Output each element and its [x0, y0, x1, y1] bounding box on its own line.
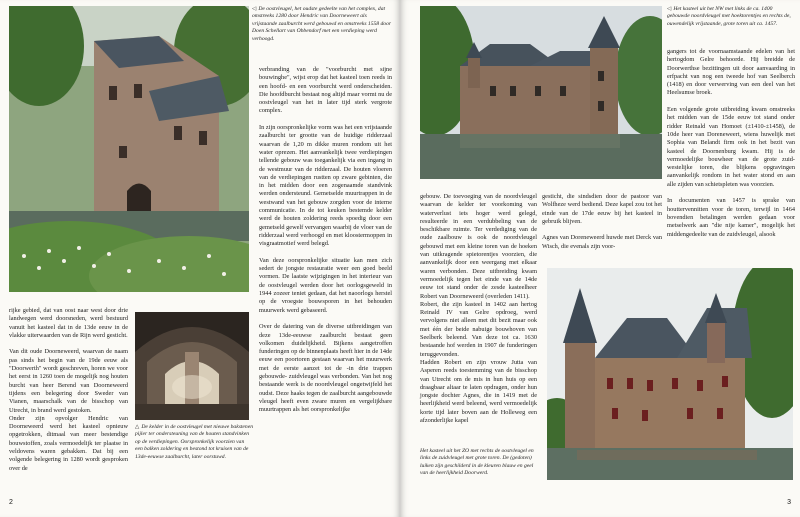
page-number-left: 2: [9, 499, 13, 506]
caption-pointer-icon: △: [135, 424, 140, 430]
paragraph: Een volgende grote uitbreiding kwam omstreeks het midden van de 15de eeuw tot stand onder ridder Reinald van Homoet (±1410-±1458), de 10de heer van Doreneweert, wiens huwelijk met Sophia van Belandt firm ook in het bezit van kasteel de Doornenburg kwam. Hij is de vermoedelijke bouwheer van de grote zuid-westelijke toren, die blijkens opgravingen aanvankelijk rondom in het water stond en aan alle zijden van schietspleten was voorzien.: [667, 106, 795, 188]
paragraph: In zijn oorspronkelijke vorm was het een vrijstaande zaalburcht ter grootte van de huidige ridderzaal waarvan de 1,20 m dikke muren rondom uit het water oprezen. Het aanvankelijk twee verdiepingen tellende gebouw was toegankelijk via een ingang in de westmuur van de ridderzaal. De houten vloeren van de verdiepingen rustten op zware gebinten, die in het midden door een zogenaamde standvink werden ondersteund. Gemetselde muurtrappen in de westwand van het gebouw zorgden voor de interne communicatie. In de tot keuken bestemde kelder werd de houten zoldering reeds spoedig door een gemetseld gewelf vervangen waarbij de vloer van de ridderzaal werd verhoogd en met kloostermoppen in visgraatmotief werd belegd.: [259, 124, 392, 248]
cellar-photo: [135, 312, 249, 420]
caption-southeast: Het kasteel uit het ZO met rechts de oostvleugel en links de zuidvleugel met grote toren. De (gedoten) luiken zijn geschilderd in de kleuren blauw en geel van de heerlijkheid Doorwerd.: [420, 448, 534, 477]
paragraph: Van dit oude Doorneweerd, waarvan de naam pas sinds het begin van de 19de eeuw als "Doorwerth" wordt geschreven, horen we voor het eerst in 1260 toen de mogelijk nog houten burcht van heer Berend van Doorneweerd tijdens een belegering door Sweder van Vianen, maarschalk van de bisschop van Utrecht, in brand werd gestoken.: [9, 348, 128, 414]
paragraph: verbranding van de "voorburcht met sijne bouwinghe", wijst erop dat het kasteel toen reeds in een hoofd- en een voorburcht werd onderscheiden. Die hoofdburcht bestaat nog altijd maar vormt nu de oostvleugel van het in later tijd sterk vergrote complex.: [259, 66, 392, 115]
text-column-e: [667, 48, 795, 247]
paragraph: rijke gebied, dat van oost naar west door drie landwegen werd doorsneden, werd bestuurd vanuit het kasteel dat in de 13de eeuw in de vlakke uiterwaarden van de Rijn werd gesticht.: [9, 307, 128, 339]
castle-east-wing-photo: [9, 6, 249, 292]
paragraph: gesticht, die sindsdien door de pastoor van Wolfheze werd bediend. Deze kapel zou tot het einde van de 17de eeuw bij het kasteel in gebruik blijven.: [542, 193, 662, 225]
caption-northwest: ◁ Het kasteel uit het NW met links de ca. 1400 gebouwde noordvleugel met hoektorentjes en rechts de, ouwendelijk vrijstaande, grote toren uit ca. 1457.: [667, 6, 791, 27]
paragraph: gebouw. De toevoeging van de noordvleugel waarvan de kelder ter voorkoming van waterverlust iets hoger werd gelegd, resulteerde in een verdubbeling van de beschikbare ruimte. Ter verdediging van de oude zaalbouw is ook de noordvleugel gebouwd met een kleine toren van de hoeken van uitkragende spietorentjes voorzien, die aanvankelijk door een weergang met elkaar waren verbonden. Deze uitbreiding kwam vermoedelijk tegen het einde van de 14de eeuw tot stand onder de zesde kasteelheer Robert van Doorneweerd (overleden 1411).: [420, 193, 537, 300]
paragraph: Hadden Robert en zijn vrouw Jutta van Asperen reeds toestemming van de bisschop van Utrecht om de mis in hun huis op een draagbaar altaar te laten opdragen, onder hun jongste dochter Agnes, die in 1419 met de heerlijkheid werd beleend, werd vermoedelijk korte tijd later boven aan de Holleweg een afzonderlijke kapel: [420, 358, 537, 425]
caption-pointer-icon: ◁: [667, 6, 672, 12]
paragraph: Over de datering van de diverse uitbreidingen van deze 13de-eeuwse zaalburcht bestaat geen volkomen duidelijkheid. Bijkens aangetroffen funderingen op de binnenplaats heeft hier in de 14de eeuw een poortoren gestaan waarvan het muurwerk met de eerste aanzet tot de -in drie trappen gebouwde- zuidvleugel was verbonden. Van het nog bestaande werk is de noordvleugel ongetwijfeld het oudst. Deze haaks tegen de zaalburcht aangebouwde vleugel heeft even zware muren en vergelijkbare muurtrappen als het oorspronkelijke: [259, 323, 392, 414]
paragraph: Agnes van Doreneweerd huwde met Derck van Wisch, die evenals zijn voor-: [542, 234, 662, 250]
text-column-c: [420, 193, 537, 434]
paragraph: In documenten van 1457 is sprake van houttervennitten voor de toren, terwijl in 1464 bovendien betalingen werden gedaan voor metselwerk aan "die nije kamer", mogelijk het middengedeelte van de zuidvleugel, alsook: [667, 197, 795, 238]
text-column-d: [542, 193, 662, 259]
castle-northwest-photo: [420, 6, 662, 179]
paragraph: Robert, die zijn kasteel in 1402 aan hertog Reinald IV van Gelre opdroeg, werd vervolgens niet alleen met dit bezit maar ook met één der beide nabuige bouwhoven van Seelberk beleend. Van deze tot ca. 1630 bestaande hof werden in 1907 de funderingen teruggevonden.: [420, 300, 537, 358]
paragraph: Onder zijn opvolger Hendric van Doorneweerd werd het kasteel opnieuw opgetrokken, ditmaal van meer bestendige bouwstoffen, zoals vermoedelijk ter plaatse in veldovens waren gebakken. Dat bij een volgende belegering in 1280 wordt gesproken over de: [9, 414, 128, 472]
paragraph: Van deze oorspronkelijke situatie kan men zich sedert de jongste restauratie weer een goed beeld vormen. De laatste wijzigingen in het interieur van de oostvleugel werden door het oorlogsgeweld in 1944 zozeer teniet gedaan, dat het naoorlogs herstel op de vroegste bouwsporen in het behouden muurwerk werd gebaseerd.: [259, 256, 392, 314]
right-page: [400, 0, 800, 517]
paragraph: gangers tot de voornaamstaande edelen van het hertogdom Gelre behoorde. Hij breidde de Doorwerthse bezittingen uit door aanvaarding in erfpacht van nog een tweede hof van Seelberch (1418) en door verwerving van een deel van het Heelsumse broek.: [667, 48, 795, 97]
text-column-a: [9, 307, 128, 481]
caption-pointer-icon: ◁: [252, 6, 257, 12]
castle-southeast-photo: [547, 268, 793, 480]
caption-cellar: △ De kelder in de oostvleugel met nieuwe bakstenen pijler ter ondersteuning van de houten standvinken op de verdiepingen. Oorspronkelijk voorzien van een balken zoldering en bestond tot kruisen van de 13de-eeuwse zaalburcht, later oorstuwd.: [135, 424, 253, 460]
page-number-right: 3: [787, 499, 791, 506]
text-column-b: [259, 66, 392, 423]
caption-east-wing: ◁ De oostvleugel, het oudste gedeelte van het complex, dat omstreeks 1280 door Hendric van Doorneweert als vrijstaande zaalburcht werd gebouwd en omstreeks 1558 door Doen Schellart van Obbendorf met een verdieping werd verhoogd.: [252, 6, 392, 42]
